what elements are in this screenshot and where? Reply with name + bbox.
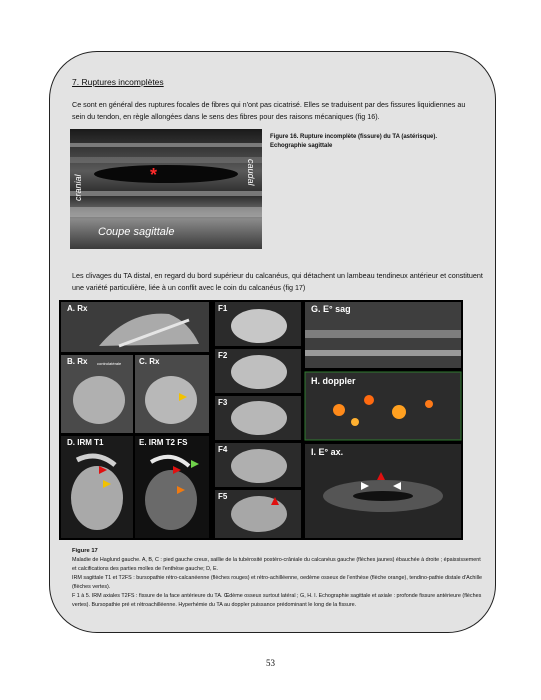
figure17-caption-line: Maladie de Haglund gauche. A, B, C : pied gauche creux, saillie de la tubérosité postéro-crâniale du calcanéus gauche (flèches jaunes) ébauchée à droite ; épaississement et calcifications des parties molles de l'enthèse gauche; D, E. — [72, 557, 481, 572]
caudal-label: caudal — [246, 159, 256, 186]
cranial-label: cranial — [73, 174, 83, 201]
fissure-asterisk: * — [150, 165, 158, 185]
panel-i-label: I. E° ax. — [311, 447, 344, 457]
panel-e-label: E. IRM T2 FS — [139, 438, 188, 447]
panel-f3-label: F3 — [218, 398, 228, 407]
panel-g-label: G. E° sag — [311, 304, 351, 314]
panel-f2-label: F2 — [218, 351, 228, 360]
panel-b-sublabel: controlatérale — [97, 361, 122, 366]
figure17-caption-title: Figure 17 — [72, 548, 98, 554]
panel-f1-label: F1 — [218, 304, 228, 313]
panel-b-label: B. Rx — [67, 357, 88, 366]
figure17-caption-line: IRM sagittale T1 et T2FS : bursopathie rétro-calcanéenne (flèches rouges) et rétro-achilléenne, oedème osseux de l'enthèse (flèche orange), tendino-pathie distale d'Achille (flèches vertes). — [72, 575, 482, 590]
figure17-caption — [72, 547, 482, 610]
panel-f4-label: F4 — [218, 445, 228, 454]
paragraph-clivages: Les clivages du TA distal, en regard du bord supérieur du calcanéus, qui détachent un lambeau tendineux antérieur et constituent une variété particulière, liée à un conflit avec le coin du calcanéus (fig 17) — [72, 271, 483, 292]
panel-d-label: D. IRM T1 — [67, 438, 104, 447]
panel-h-label: H. doppler — [311, 376, 356, 386]
figure16-ultrasound-image — [70, 129, 262, 249]
figure17-composite — [59, 300, 463, 540]
section-title: 7. Ruptures incomplètes — [72, 77, 164, 87]
panel-a-label: A. Rx — [67, 304, 88, 313]
panel-f5-label: F5 — [218, 492, 228, 501]
figure17-panels — [59, 300, 463, 540]
coupe-sagittale-label: Coupe sagittale — [98, 226, 175, 238]
figure17-caption-line: F 1 à 5. IRM axiales T2FS : fissure de la face antérieure du TA. Œdème osseux surtout latéral ; G, H. I. Echographie sagittale et axiale : profonde fissure antérieure (flèches vertes). Bursopathie pré et rétroachilléenne. Hyperhémie du TA au doppler puissance prédominant le long de la fissure. — [72, 593, 482, 608]
page-number: 53 — [266, 658, 275, 668]
paragraph-ruptures: Ce sont en général des ruptures focales de fibres qui n'ont pas cicatrisé. Elles se traduisent par des fissures liquidiennes au sein du tendon, en règle allongées dans le sens des fibres pour des raisons mécaniques (fig 16). — [72, 100, 466, 121]
figure16-caption: Figure 16. Rupture incomplète (fissure) du TA (astérisque). Echographie sagittale — [270, 134, 438, 149]
panel-c-label: C. Rx — [139, 357, 160, 366]
